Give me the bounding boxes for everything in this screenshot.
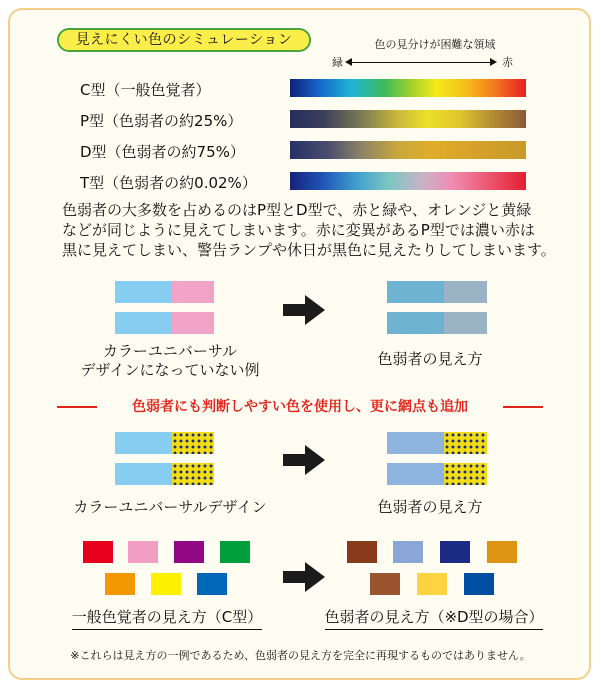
right-arrow-icon (283, 562, 325, 592)
double-arrow-right-icon (490, 58, 497, 66)
color-swatch (387, 432, 444, 454)
caption-normal-view: 一般色覚者の見え方（C型） (71, 608, 263, 626)
dotted-swatch (444, 432, 487, 454)
color-square (105, 573, 135, 595)
red-divider-left (57, 406, 97, 408)
caption-underline (72, 629, 262, 630)
page-title: 見えにくい色のシミュレーション (57, 28, 311, 52)
paragraph-line: などが同じように見えてしまいます。赤に変異があるP型では濃い赤は (62, 221, 535, 239)
green-end-label: 緑 (332, 56, 343, 69)
paragraph-line: 黒に見えてしまい、警告ランプや休日が黒色に見えたりしてしまいます。 (62, 241, 556, 259)
color-square (440, 541, 470, 563)
caption-color-weak-view: 色弱者の見え方 (377, 350, 483, 368)
color-swatch (115, 312, 172, 334)
color-swatch (387, 281, 444, 303)
type-label-c: C型（一般色覚者） (80, 81, 211, 99)
dotted-swatch (172, 432, 214, 454)
color-swatch (115, 281, 172, 303)
dotted-swatch (172, 463, 214, 485)
color-square (174, 541, 204, 563)
difficulty-label: 色の見分けが困難な領域 (374, 38, 496, 51)
type-label-d: D型（色弱者の約75%） (80, 143, 245, 161)
color-swatch (115, 463, 172, 485)
caption-d-type-view: 色弱者の見え方（※D型の場合） (324, 608, 544, 626)
color-square (151, 573, 181, 595)
paragraph-line: 色弱者の大多数を占めるのはP型とD型で、赤と緑や、オレンジと黄緑 (62, 201, 532, 219)
color-square (417, 573, 447, 595)
explanation-paragraph (62, 200, 567, 260)
spectrum-bar-p (290, 110, 526, 128)
caption-color-weak-view-2: 色弱者の見え方 (377, 498, 483, 516)
color-square (220, 541, 250, 563)
color-swatch (444, 281, 487, 303)
caption-non-cud-line1: カラーユニバーサル (102, 342, 238, 360)
color-swatch (172, 281, 214, 303)
color-square (464, 573, 494, 595)
color-square (197, 573, 227, 595)
color-swatch (444, 312, 487, 334)
color-swatch (115, 432, 172, 454)
red-heading: 色弱者にも判断しやすい色を使用し、更に網点も追加 (132, 399, 468, 415)
color-swatch (172, 312, 214, 334)
red-divider-right (503, 406, 543, 408)
caption-underline (325, 629, 543, 630)
right-arrow-icon (283, 445, 325, 475)
double-arrow-line (350, 62, 490, 63)
color-square (128, 541, 158, 563)
spectrum-bar-d (290, 141, 526, 159)
color-square (393, 541, 423, 563)
type-label-t: T型（色弱者の約0.02%） (80, 174, 257, 192)
color-square (370, 573, 400, 595)
caption-non-cud-line2: デザインになっていない例 (80, 361, 260, 379)
caption-cud: カラーユニバーサルデザイン (73, 498, 267, 516)
color-swatch (387, 463, 444, 485)
red-end-label: 赤 (502, 56, 513, 69)
color-square (347, 541, 377, 563)
color-square (83, 541, 113, 563)
right-arrow-icon (283, 295, 325, 325)
color-square (487, 541, 517, 563)
type-label-p: P型（色弱者の約25%） (80, 112, 243, 130)
spectrum-bar-t (290, 172, 526, 190)
dotted-swatch (444, 463, 487, 485)
color-swatch (387, 312, 444, 334)
footnote: ※これらは見え方の一例であるため、色弱者の見え方を完全に再現するものではありません。 (70, 649, 531, 662)
spectrum-bar-c (290, 79, 526, 97)
